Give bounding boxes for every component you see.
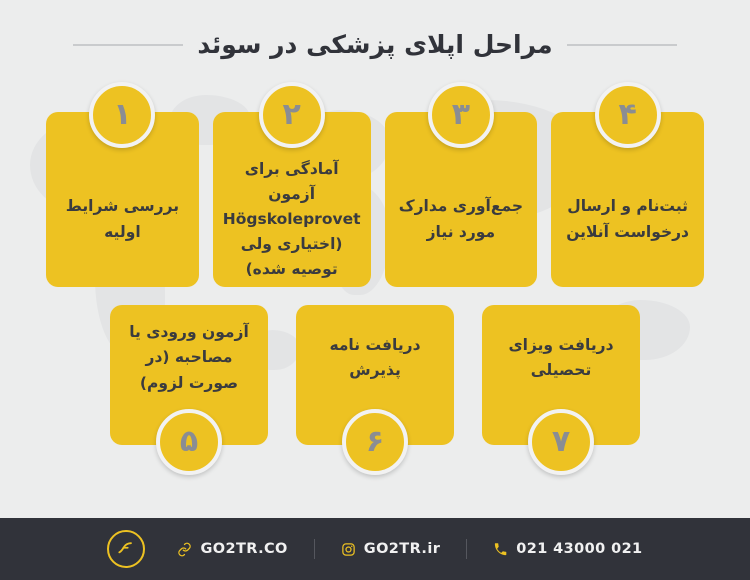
step-number-badge-4: ۴ bbox=[595, 82, 661, 148]
footer-instagram[interactable] bbox=[341, 541, 440, 557]
step-number-badge-7: ۷ bbox=[528, 409, 594, 475]
step-card-2[interactable] bbox=[213, 96, 371, 287]
step-card-1[interactable] bbox=[46, 96, 199, 287]
step-label-3: جمع‌آوری مدارک مورد نیاز bbox=[398, 197, 524, 241]
title-divider-right bbox=[73, 44, 183, 46]
steps-row-bottom bbox=[110, 305, 640, 459]
footer-phone[interactable] bbox=[493, 541, 642, 557]
step-number-badge-1: ۱ bbox=[89, 82, 155, 148]
footer-bar bbox=[0, 518, 750, 580]
step-number-badge-5: ۵ bbox=[156, 409, 222, 475]
steps-row-top bbox=[46, 96, 704, 287]
footer-divider-2 bbox=[466, 539, 467, 559]
step-number-badge-3: ۳ bbox=[428, 82, 494, 148]
step-card-7[interactable] bbox=[482, 305, 640, 459]
footer-website-label: GO2TR.CO bbox=[200, 541, 288, 557]
footer-instagram-label: GO2TR.ir bbox=[363, 541, 441, 557]
step-number-badge-2: ۲ bbox=[259, 82, 325, 148]
footer-website[interactable] bbox=[177, 541, 287, 557]
step-card-5[interactable] bbox=[110, 305, 268, 459]
step-label-7: دریافت ویزای تحصیلی bbox=[508, 335, 614, 379]
step-label-6: دریافت نامه پذیرش bbox=[329, 335, 421, 379]
step-label-5: آزمون ورودی یا مصاحبه (در صورت لزوم) bbox=[129, 323, 249, 392]
step-label-1: بررسی شرایط اولیه bbox=[65, 197, 180, 241]
step-label-2: آمادگی برای آزمون Högskoleprovet (اختیاری ولی توصیه شده) bbox=[222, 159, 361, 279]
footer-phone-label: 021 43000 021 bbox=[516, 541, 643, 557]
step-card-6[interactable] bbox=[296, 305, 454, 459]
step-number-badge-6: ۶ bbox=[342, 409, 408, 475]
title-divider-left bbox=[567, 44, 677, 46]
step-card-4[interactable] bbox=[551, 96, 704, 287]
footer-divider-1 bbox=[314, 539, 315, 559]
phone-icon bbox=[493, 542, 508, 557]
step-label-4: ثبت‌نام و ارسال درخواست آنلاین bbox=[566, 197, 690, 241]
step-card-3[interactable] bbox=[385, 96, 538, 287]
title-area bbox=[0, 30, 750, 59]
instagram-icon bbox=[341, 542, 356, 557]
link-icon bbox=[177, 542, 192, 557]
brand-logo-icon bbox=[107, 530, 145, 568]
page-title: مراحل اپلای پزشکی در سوئد bbox=[197, 30, 553, 59]
